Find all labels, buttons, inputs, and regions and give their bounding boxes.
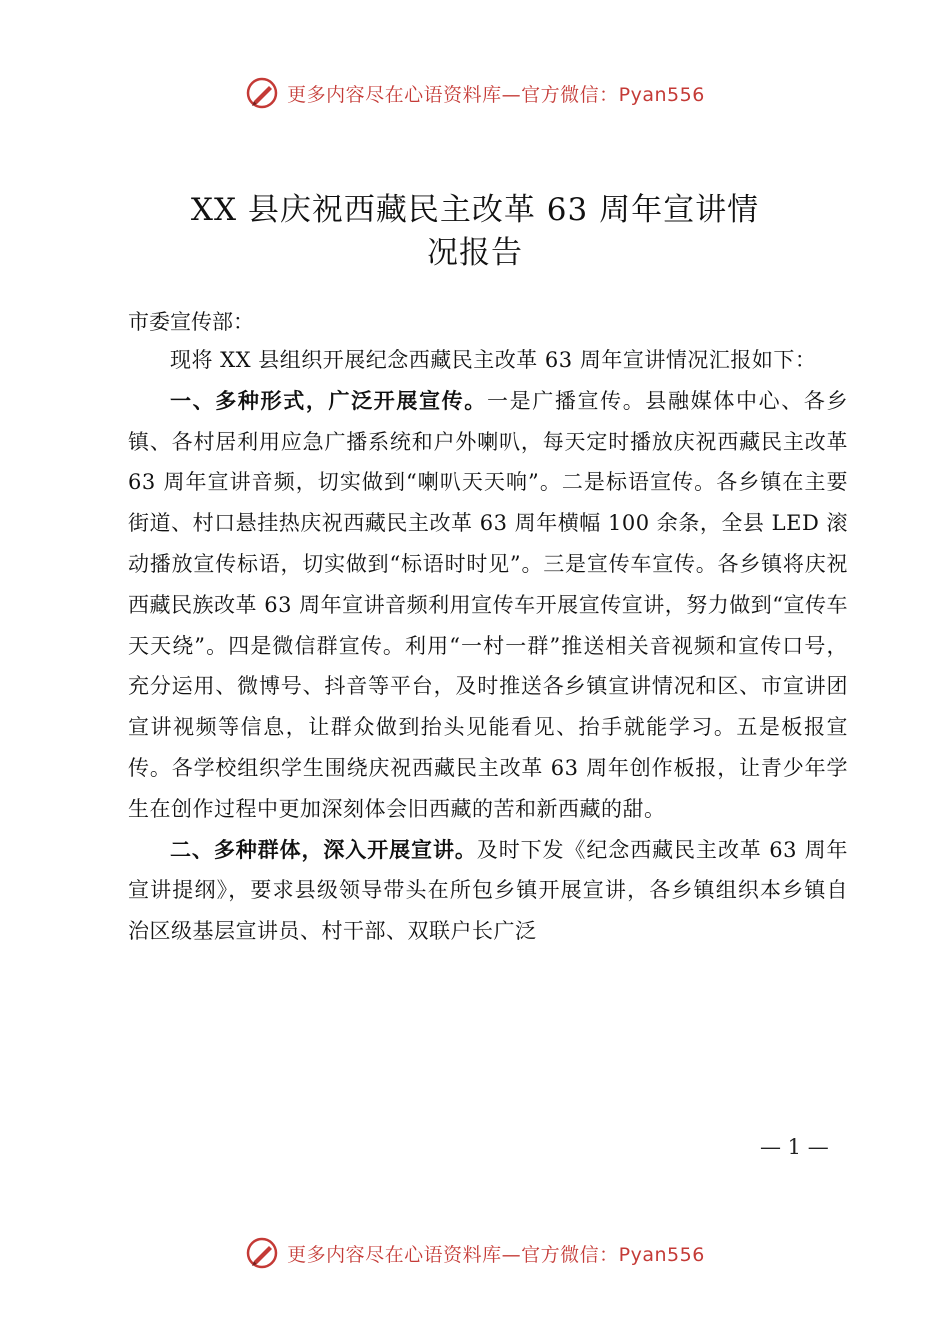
paragraph-section-2: 二、多种群体，深入开展宣讲。及时下发《纪念西藏民主改革 63 周年宣讲提纲》，要求县级领导带头在所包乡镇开展宣讲，各乡镇组织本乡镇自治区级基层宣讲员、村干部、双联户长广泛 (128, 837, 848, 944)
section-1-heading: 一、多种形式，广泛开展宣传。 (170, 388, 487, 413)
paragraph-section-1: 一、多种形式，广泛开展宣传。一是广播宣传。县融媒体中心、各乡镇、各村居利用应急广播系统和户外喇叭，每天定时播放庆祝西藏民主改革 63 周年宣讲音频，切实做到“喇叭天天响”。二是标语宣传。各乡镇在主要街道、村口悬挂热庆祝西藏民主改革 63 周年横幅 100 余条，全县 LED 滚动播放宣传标语，切实做到“标语时时见”。三是宣传车宣传。各乡镇将庆祝西藏民族改革 63 周年宣讲音频利用宣传车开展宣传宣讲，努力做到“宣传车天天绕”。四是微信群宣传。利用“一村一群”推送相关音视频和宣传口号，充分运用、微博号、抖音等平台，及时推送各乡镇宣讲情况和区、市宣讲团宣讲视频等信息，让群众做到抬头见能看见、抬手就能学习。五是板报宣传。各学校组织学生围绕庆祝西藏民主改革 63 周年创作板报，让青少年学生在创作过程中更加深刻体会旧西藏的苦和新西藏的甜。 (128, 388, 849, 821)
document-body (128, 340, 848, 952)
title-line-2: 况报告 (427, 234, 523, 271)
watermark-footer (0, 1233, 950, 1273)
document-title (100, 189, 850, 275)
page-number: — 1 — (760, 1135, 829, 1159)
watermark-text: 更多内容尽在心语资料库—官方微信：Pyan556 (287, 83, 705, 106)
section-2-heading: 二、多种群体，深入开展宣讲。 (170, 837, 477, 862)
pen-logo-icon (245, 1236, 279, 1270)
pen-logo-icon (245, 76, 279, 110)
title-line-1: XX 县庆祝西藏民主改革 63 周年宣讲情 (190, 191, 760, 228)
salutation: 市委宣传部： (128, 310, 254, 334)
watermark-header (0, 73, 950, 113)
watermark-text: 更多内容尽在心语资料库—官方微信：Pyan556 (287, 1243, 705, 1266)
paragraph-intro: 现将 XX 县组织开展纪念西藏民主改革 63 周年宣讲情况汇报如下： (170, 348, 817, 372)
